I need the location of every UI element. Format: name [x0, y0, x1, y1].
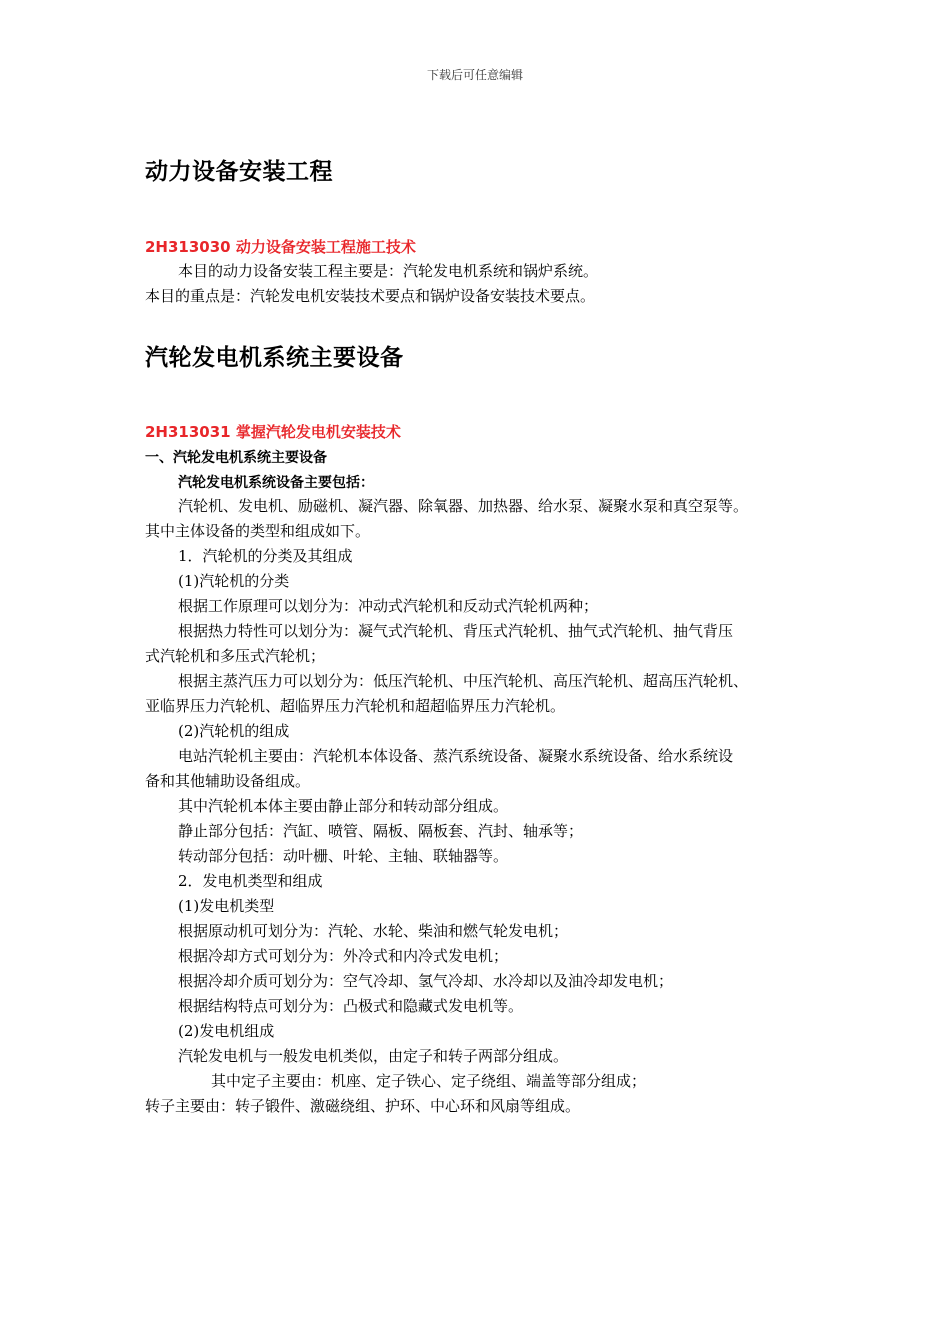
section-subheading: 汽轮发电机系统设备主要包括： [178, 475, 374, 491]
header-note: 下载后可任意编辑 [426, 68, 523, 82]
paragraph-line: 亚临界压力汽轮机、超临界压力汽轮机和超超临界压力汽轮机。 [145, 697, 566, 715]
section-heading: 一、汽轮发电机系统主要设备 [145, 450, 327, 466]
paragraph-line: 汽轮机、发电机、励磁机、凝汽器、除氧器、加热器、给水泵、凝聚水泵和真空泵等。 [178, 497, 749, 515]
paragraph-line: 静止部分包括：汽缸、喷管、隔板、隔板套、汽封、轴承等； [178, 822, 584, 840]
paragraph-line: 2．发电机类型和组成 [178, 872, 323, 890]
paragraph-line: 电站汽轮机主要由：汽轮机本体设备、蒸汽系统设备、凝聚水系统设备、给水系统设 [178, 747, 734, 765]
page-title: 动力设备安装工程 [145, 159, 333, 185]
paragraph-line: 根据结构特点可划分为：凸极式和隐藏式发电机等。 [178, 997, 524, 1015]
paragraph-line: 转动部分包括：动叶栅、叶轮、主轴、联轴器等。 [178, 847, 509, 865]
paragraph-line: (2)发电机组成 [178, 1022, 275, 1040]
paragraph-line: 根据冷却方式可划分为：外冷式和内冷式发电机； [178, 947, 509, 965]
paragraph-line: 根据主蒸汽压力可以划分为：低压汽轮机、中压汽轮机、高压汽轮机、超高压汽轮机、 [178, 672, 749, 690]
paragraph-line: 根据工作原理可以划分为：冲动式汽轮机和反动式汽轮机两种； [178, 597, 599, 615]
paragraph-line: 汽轮发电机与一般发电机类似，由定子和转子两部分组成。 [178, 1047, 569, 1065]
paragraph-line: 其中主体设备的类型和组成如下。 [145, 522, 371, 540]
paragraph-line: 备和其他辅助设备组成。 [145, 772, 311, 790]
paragraph-line: 根据热力特性可以划分为：凝气式汽轮机、背压式汽轮机、抽气式汽轮机、抽气背压 [178, 622, 734, 640]
paragraph-line: (1)发电机类型 [178, 897, 275, 915]
section-title: 汽轮发电机系统主要设备 [145, 345, 404, 371]
paragraph-line: 根据冷却介质可划分为：空气冷却、氢气冷却、水冷却以及油冷却发电机； [178, 972, 674, 990]
paragraph-line: 本目的重点是：汽轮发电机安装技术要点和锅炉设备安装技术要点。 [145, 287, 596, 305]
paragraph-line: 其中汽轮机本体主要由静止部分和转动部分组成。 [178, 797, 509, 815]
paragraph-line: 式汽轮机和多压式汽轮机； [145, 647, 326, 665]
section-code-title: 2H313030 动力设备安装工程施工技术 [145, 238, 416, 256]
paragraph-line: (2)汽轮机的组成 [178, 722, 290, 740]
paragraph-line: 1．汽轮机的分类及其组成 [178, 547, 353, 565]
paragraph-line: (1)汽轮机的分类 [178, 572, 290, 590]
paragraph-line: 本目的动力设备安装工程主要是：汽轮发电机系统和锅炉系统。 [178, 262, 599, 280]
paragraph-line: 根据原动机可划分为：汽轮、水轮、柴油和燃气轮发电机； [178, 922, 569, 940]
section-code-title: 2H313031 掌握汽轮发电机安装技术 [145, 423, 401, 441]
paragraph-line: 转子主要由：转子锻件、激磁绕组、护环、中心环和风扇等组成。 [145, 1097, 581, 1115]
paragraph-line: 其中定子主要由：机座、定子铁心、定子绕组、端盖等部分组成； [211, 1072, 647, 1090]
